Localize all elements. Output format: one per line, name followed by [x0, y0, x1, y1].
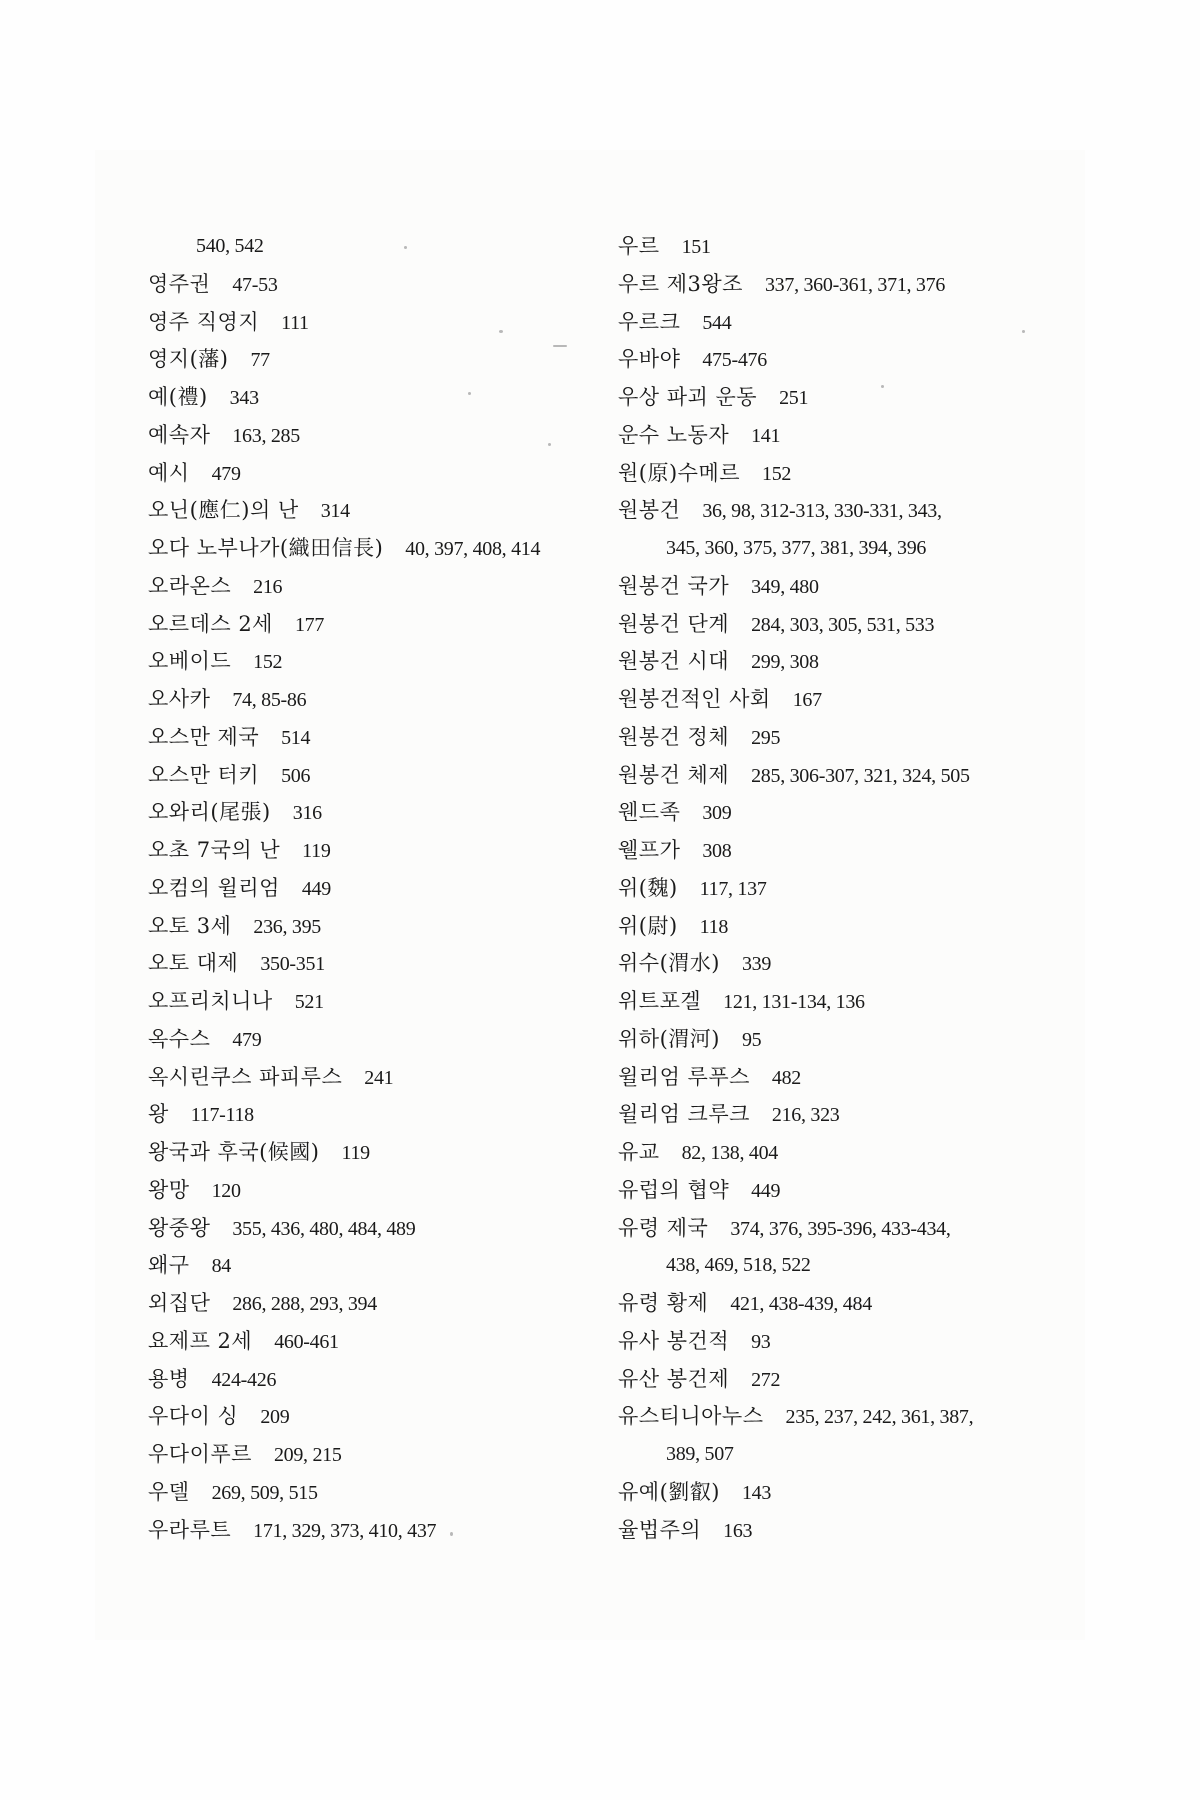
index-page-numbers: 151 — [681, 236, 711, 258]
index-page-numbers: 251 — [779, 387, 809, 409]
index-entry — [618, 983, 1098, 1021]
index-term: 옥시린쿠스 파피루스 — [148, 1064, 343, 1089]
index-entry — [148, 1021, 608, 1059]
index-entry — [148, 341, 608, 379]
index-page-numbers: 449 — [751, 1179, 781, 1202]
index-page-numbers: 163, 285 — [232, 424, 300, 447]
index-page-numbers: 152 — [762, 462, 792, 485]
index-entry — [618, 870, 1098, 908]
index-entry — [618, 681, 1098, 719]
index-page-numbers: 272 — [751, 1368, 781, 1391]
index-entry-continuation — [148, 228, 608, 266]
index-page-numbers: 119 — [302, 840, 331, 862]
index-entry — [148, 983, 608, 1021]
index-entry — [618, 606, 1098, 644]
index-page-numbers: 209, 215 — [273, 1444, 342, 1466]
index-page-numbers: 95 — [741, 1028, 762, 1051]
index-entry — [618, 1512, 1098, 1550]
index-page-numbers: 40, 397, 408, 414 — [405, 538, 541, 560]
index-entry — [618, 1398, 1098, 1436]
index-entry — [148, 1361, 608, 1399]
index-term: 외집단 — [148, 1291, 211, 1315]
index-entry — [618, 757, 1098, 795]
index-page-numbers: 421, 438-439, 484 — [730, 1293, 872, 1315]
index-page-numbers: 424-426 — [211, 1368, 277, 1391]
index-page-numbers: 47-53 — [232, 273, 278, 296]
index-entry — [148, 1134, 608, 1172]
index-entry — [148, 1398, 608, 1436]
index-page-numbers: 475-476 — [702, 349, 767, 372]
index-term: 오사카 — [148, 687, 211, 711]
index-term: 유교 — [618, 1140, 660, 1164]
index-page-numbers: 77 — [250, 349, 270, 372]
index-entry — [148, 304, 608, 342]
index-page-numbers: 216, 323 — [771, 1104, 840, 1127]
index-entry — [148, 266, 608, 304]
index-entry — [618, 1210, 1098, 1248]
index-page-numbers: 216 — [253, 575, 283, 598]
index-term: 윌리엄 크루크 — [618, 1102, 750, 1127]
index-page-numbers: 171, 329, 373, 410, 437 — [253, 1519, 437, 1542]
index-entry-continuation — [618, 530, 1098, 568]
index-term: 요제프 2세 — [148, 1328, 253, 1353]
index-term: 왕 — [148, 1102, 169, 1127]
index-entry — [618, 1323, 1098, 1361]
index-term: 유럽의 협약 — [618, 1177, 730, 1202]
index-page-numbers: 236, 395 — [253, 915, 322, 938]
index-term: 오라온스 — [148, 573, 232, 598]
index-entry-continuation — [618, 1247, 1098, 1285]
index-entry — [618, 379, 1098, 417]
index-page-numbers: 316 — [292, 802, 322, 825]
index-page-numbers: 84 — [211, 1255, 231, 1278]
index-page-numbers: 119 — [341, 1142, 370, 1164]
index-page-numbers: 521 — [294, 991, 324, 1013]
index-term: 유사 봉건적 — [618, 1328, 730, 1353]
index-term: 오프리치니나 — [148, 989, 273, 1013]
index-term: 예시 — [148, 460, 190, 485]
index-entry — [148, 908, 608, 946]
index-entry-continuation — [618, 1436, 1098, 1474]
index-page-numbers: 167 — [792, 689, 822, 711]
index-page-numbers: 337, 360-361, 371, 376 — [764, 273, 946, 296]
index-term: 원봉건 — [618, 498, 681, 523]
index-term: 오토 3세 — [148, 913, 232, 938]
index-entry — [618, 417, 1098, 455]
index-page-numbers: 117, 137 — [699, 877, 767, 900]
index-term: 원(原)수메르 — [618, 460, 741, 485]
index-page-numbers: 343 — [229, 387, 259, 409]
index-page-numbers: 544 — [702, 311, 732, 334]
index-term: 원봉건 시대 — [618, 649, 730, 674]
index-entry — [148, 1285, 608, 1323]
index-term: 윌리엄 루푸스 — [618, 1064, 750, 1089]
index-page-numbers: 355, 436, 480, 484, 489 — [232, 1217, 416, 1240]
index-term: 오초 7국의 난 — [148, 838, 281, 862]
index-term: 웰프가 — [618, 838, 681, 862]
index-page-numbers: 314 — [320, 500, 350, 523]
index-entry — [618, 794, 1098, 832]
index-page-numbers: 36, 98, 312-313, 330-331, 343, — [702, 500, 942, 523]
index-page-numbers: 141 — [751, 424, 781, 447]
index-page-numbers: 349, 480 — [751, 575, 819, 598]
index-term: 유산 봉건제 — [618, 1366, 730, 1391]
index-term: 유령 황제 — [618, 1291, 709, 1315]
index-page-numbers: 295 — [751, 726, 781, 749]
index-page-numbers: 286, 288, 293, 394 — [232, 1293, 377, 1315]
index-term: 유스티니아누스 — [618, 1404, 764, 1429]
index-term: 오르데스 2세 — [148, 611, 273, 636]
index-term: 영주 직영지 — [148, 309, 260, 334]
index-entry — [148, 681, 608, 719]
index-term: 원봉건 정체 — [618, 724, 730, 749]
index-page-numbers: 120 — [211, 1179, 241, 1202]
index-term: 우르 제3왕조 — [618, 271, 743, 296]
index-term: 우르크 — [618, 309, 681, 334]
index-page-numbers: 117-118 — [190, 1104, 254, 1127]
index-page-numbers: 118 — [699, 915, 729, 938]
index-column-left — [148, 228, 608, 1549]
index-page-numbers: 540, 542 — [196, 235, 264, 257]
index-term: 원봉건 체제 — [618, 762, 730, 787]
index-page-numbers: 299, 308 — [751, 651, 819, 674]
index-entry — [148, 832, 608, 870]
index-page-numbers: 506 — [281, 764, 311, 787]
index-term: 오다 노부나가(織田信長) — [148, 536, 384, 560]
index-term: 웬드족 — [618, 800, 681, 825]
index-page-numbers: 374, 376, 395-396, 433-434, — [730, 1217, 951, 1240]
index-page-numbers: 438, 469, 518, 522 — [666, 1254, 811, 1277]
index-entry — [618, 1134, 1098, 1172]
index-entry — [618, 1021, 1098, 1059]
index-page-numbers: 121, 131-134, 136 — [723, 991, 865, 1013]
index-column-right — [618, 228, 1098, 1549]
index-term: 왕망 — [148, 1177, 190, 1202]
index-page-numbers: 74, 85-86 — [232, 689, 307, 711]
index-page-numbers: 269, 509, 515 — [211, 1481, 318, 1504]
index-entry — [618, 266, 1098, 304]
index-term: 유령 제국 — [618, 1215, 709, 1240]
scan-speck — [548, 443, 551, 446]
index-entry — [148, 1512, 608, 1550]
index-term: 원봉건 국가 — [618, 573, 730, 598]
index-entry — [148, 417, 608, 455]
index-page-numbers: 350-351 — [260, 953, 325, 976]
index-entry — [148, 1247, 608, 1285]
index-page-numbers: 177 — [294, 613, 325, 636]
index-page-numbers: 143 — [741, 1481, 772, 1504]
index-entry — [148, 379, 608, 417]
index-term: 위(尉) — [618, 913, 678, 938]
scan-speck — [499, 330, 503, 333]
index-term: 왕중왕 — [148, 1215, 211, 1240]
index-term: 예속자 — [148, 422, 211, 447]
index-term: 왕국과 후국(候國) — [148, 1140, 320, 1164]
index-entry — [148, 1210, 608, 1248]
index-term: 옥수스 — [148, 1026, 211, 1051]
index-entry — [618, 455, 1098, 493]
index-page-numbers: 345, 360, 375, 377, 381, 394, 396 — [666, 537, 927, 559]
index-entry — [618, 1059, 1098, 1097]
index-entry — [148, 1096, 608, 1134]
index-term: 예(禮) — [148, 385, 208, 409]
index-page-numbers: 309 — [702, 802, 732, 825]
index-entry — [148, 719, 608, 757]
index-page-numbers: 479 — [232, 1028, 262, 1051]
index-page-numbers: 308 — [702, 840, 732, 862]
index-page-numbers: 460-461 — [274, 1330, 339, 1353]
index-entry — [148, 643, 608, 681]
index-term: 우다이푸르 — [148, 1442, 252, 1466]
index-entry — [618, 1361, 1098, 1399]
index-entry — [618, 1285, 1098, 1323]
index-entry — [148, 568, 608, 606]
scan-speck — [468, 392, 471, 395]
scan-speck — [553, 345, 567, 347]
index-term: 오컴의 윌리엄 — [148, 875, 280, 900]
index-entry — [618, 945, 1098, 983]
index-term: 오닌(應仁)의 난 — [148, 498, 299, 523]
index-entry — [618, 908, 1098, 946]
index-page-numbers: 482 — [771, 1066, 802, 1089]
index-page-numbers: 284, 303, 305, 531, 533 — [751, 613, 935, 636]
index-entry — [618, 341, 1098, 379]
index-term: 왜구 — [148, 1253, 190, 1278]
index-page-numbers: 82, 138, 404 — [681, 1142, 778, 1164]
index-entry — [148, 455, 608, 493]
index-entry — [618, 1096, 1098, 1134]
index-entry — [148, 1059, 608, 1097]
index-page-numbers: 111 — [281, 311, 309, 334]
index-term: 오스만 제국 — [148, 724, 260, 749]
index-entry — [618, 719, 1098, 757]
index-term: 영주권 — [148, 271, 211, 296]
index-term: 오베이드 — [148, 649, 232, 674]
index-entry — [148, 794, 608, 832]
index-page-numbers: 235, 237, 242, 361, 387, — [785, 1406, 974, 1429]
index-term: 우라루트 — [148, 1517, 232, 1542]
index-entry — [148, 492, 608, 530]
index-term: 위(魏) — [618, 875, 678, 900]
index-entry — [148, 1172, 608, 1210]
index-term: 우상 파괴 운동 — [618, 385, 758, 409]
index-term: 위트포겔 — [618, 989, 702, 1013]
index-page-numbers: 93 — [751, 1330, 771, 1353]
index-entry — [618, 304, 1098, 342]
index-entry — [148, 870, 608, 908]
index-term: 우다이 싱 — [148, 1404, 239, 1429]
index-term: 위하(渭河) — [618, 1026, 720, 1051]
index-page-numbers: 479 — [211, 462, 241, 485]
index-entry — [618, 1474, 1098, 1512]
index-page-numbers: 339 — [741, 953, 772, 976]
index-term: 오스만 터키 — [148, 762, 260, 787]
index-term: 유예(劉叡) — [618, 1479, 720, 1504]
index-term: 위수(渭水) — [618, 951, 720, 976]
index-term: 영지(藩) — [148, 347, 229, 372]
index-entry — [618, 1172, 1098, 1210]
index-entry — [618, 643, 1098, 681]
index-term: 오토 대제 — [148, 951, 239, 976]
index-entry — [618, 492, 1098, 530]
index-entry — [148, 757, 608, 795]
scan-speck — [881, 385, 884, 388]
index-entry — [148, 606, 608, 644]
scan-speck — [450, 1532, 453, 1536]
index-entry — [618, 832, 1098, 870]
index-term: 운수 노동자 — [618, 422, 730, 447]
index-term: 우르 — [618, 234, 660, 258]
index-page-numbers: 152 — [253, 651, 283, 674]
index-page-numbers: 514 — [281, 726, 311, 749]
index-entry — [148, 1436, 608, 1474]
index-entry — [618, 228, 1098, 266]
index-term: 오와리(尾張) — [148, 800, 271, 825]
index-entry — [148, 1474, 608, 1512]
index-term: 율법주의 — [618, 1517, 702, 1542]
scan-speck — [404, 246, 407, 249]
index-term: 용병 — [148, 1366, 190, 1391]
index-page-numbers: 163 — [723, 1519, 753, 1542]
index-entry — [618, 568, 1098, 606]
index-term: 원봉건적인 사회 — [618, 687, 771, 711]
index-term: 우델 — [148, 1479, 190, 1504]
index-entry — [148, 945, 608, 983]
index-page-numbers: 241 — [364, 1066, 394, 1089]
scan-speck — [1022, 330, 1025, 333]
index-page-numbers: 449 — [301, 877, 332, 900]
index-entry — [148, 1323, 608, 1361]
index-page-numbers: 285, 306-307, 321, 324, 505 — [751, 764, 970, 787]
index-page-numbers: 209 — [260, 1406, 290, 1429]
index-term: 원봉건 단계 — [618, 611, 730, 636]
index-page-numbers: 389, 507 — [666, 1443, 734, 1465]
index-term: 우바야 — [618, 347, 681, 372]
index-entry — [148, 530, 608, 568]
